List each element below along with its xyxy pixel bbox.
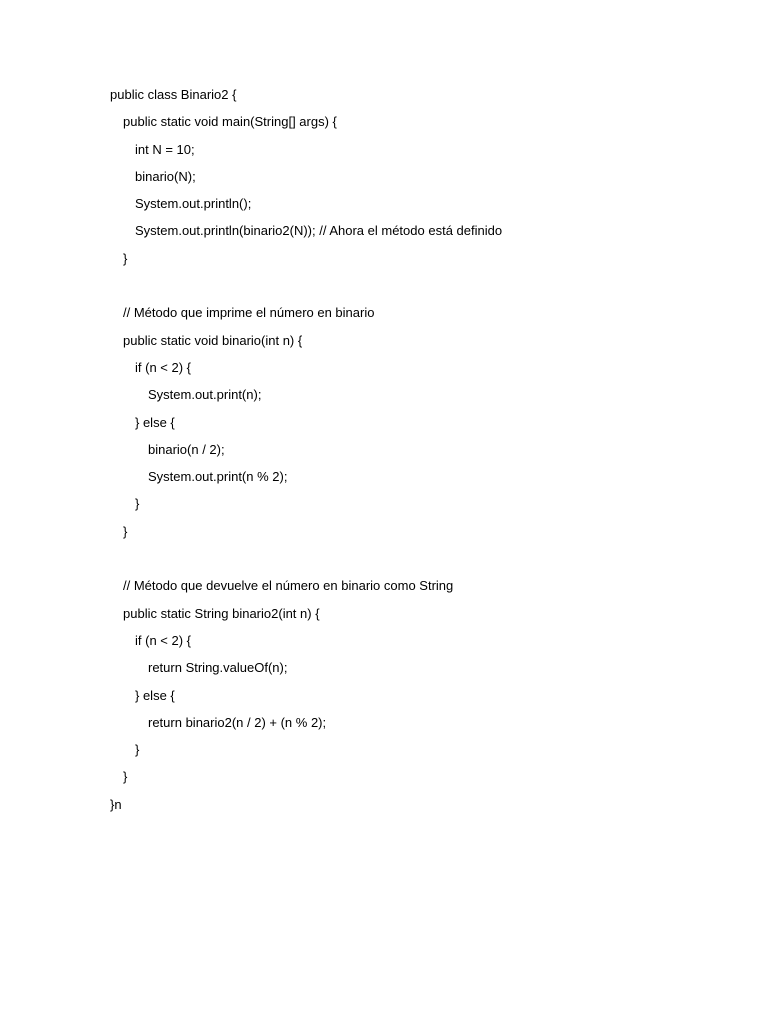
code-listing xyxy=(110,81,710,818)
code-line: } xyxy=(123,769,128,785)
code-line: public static String binario2(int n) { xyxy=(123,605,320,621)
code-line: if (n < 2) { xyxy=(135,359,191,375)
code-line: public static void binario(int n) { xyxy=(123,332,303,348)
code-line: System.out.println(); xyxy=(135,196,252,212)
code-line: public class Binario2 { xyxy=(110,87,237,102)
code-line: } else { xyxy=(135,687,175,703)
code-line: binario(N); xyxy=(135,168,196,184)
code-line: return binario2(n / 2) + (n % 2); xyxy=(148,714,327,730)
code-line: return String.valueOf(n); xyxy=(148,660,288,676)
code-comment: // Método que imprime el número en binario xyxy=(123,305,375,321)
code-line: }n xyxy=(110,796,122,812)
code-line: System.out.print(n); xyxy=(148,387,262,403)
code-comment: // Método que devuelve el número en binario como String xyxy=(123,578,454,594)
code-line: } xyxy=(135,496,140,512)
code-line: int N = 10; xyxy=(135,141,195,157)
code-line: } xyxy=(123,523,128,539)
blank-line xyxy=(110,545,710,572)
code-line: public static void main(String[] args) { xyxy=(123,114,337,130)
code-line: } xyxy=(135,742,140,758)
code-line: System.out.println(binario2(N)); // Ahora el método está definido xyxy=(135,223,503,239)
code-line: binario(n / 2); xyxy=(148,441,225,457)
blank-line xyxy=(110,272,710,299)
code-line: System.out.print(n % 2); xyxy=(148,469,288,485)
code-line: } xyxy=(123,250,128,266)
code-line: if (n < 2) { xyxy=(135,632,191,648)
code-line: } else { xyxy=(135,414,175,430)
